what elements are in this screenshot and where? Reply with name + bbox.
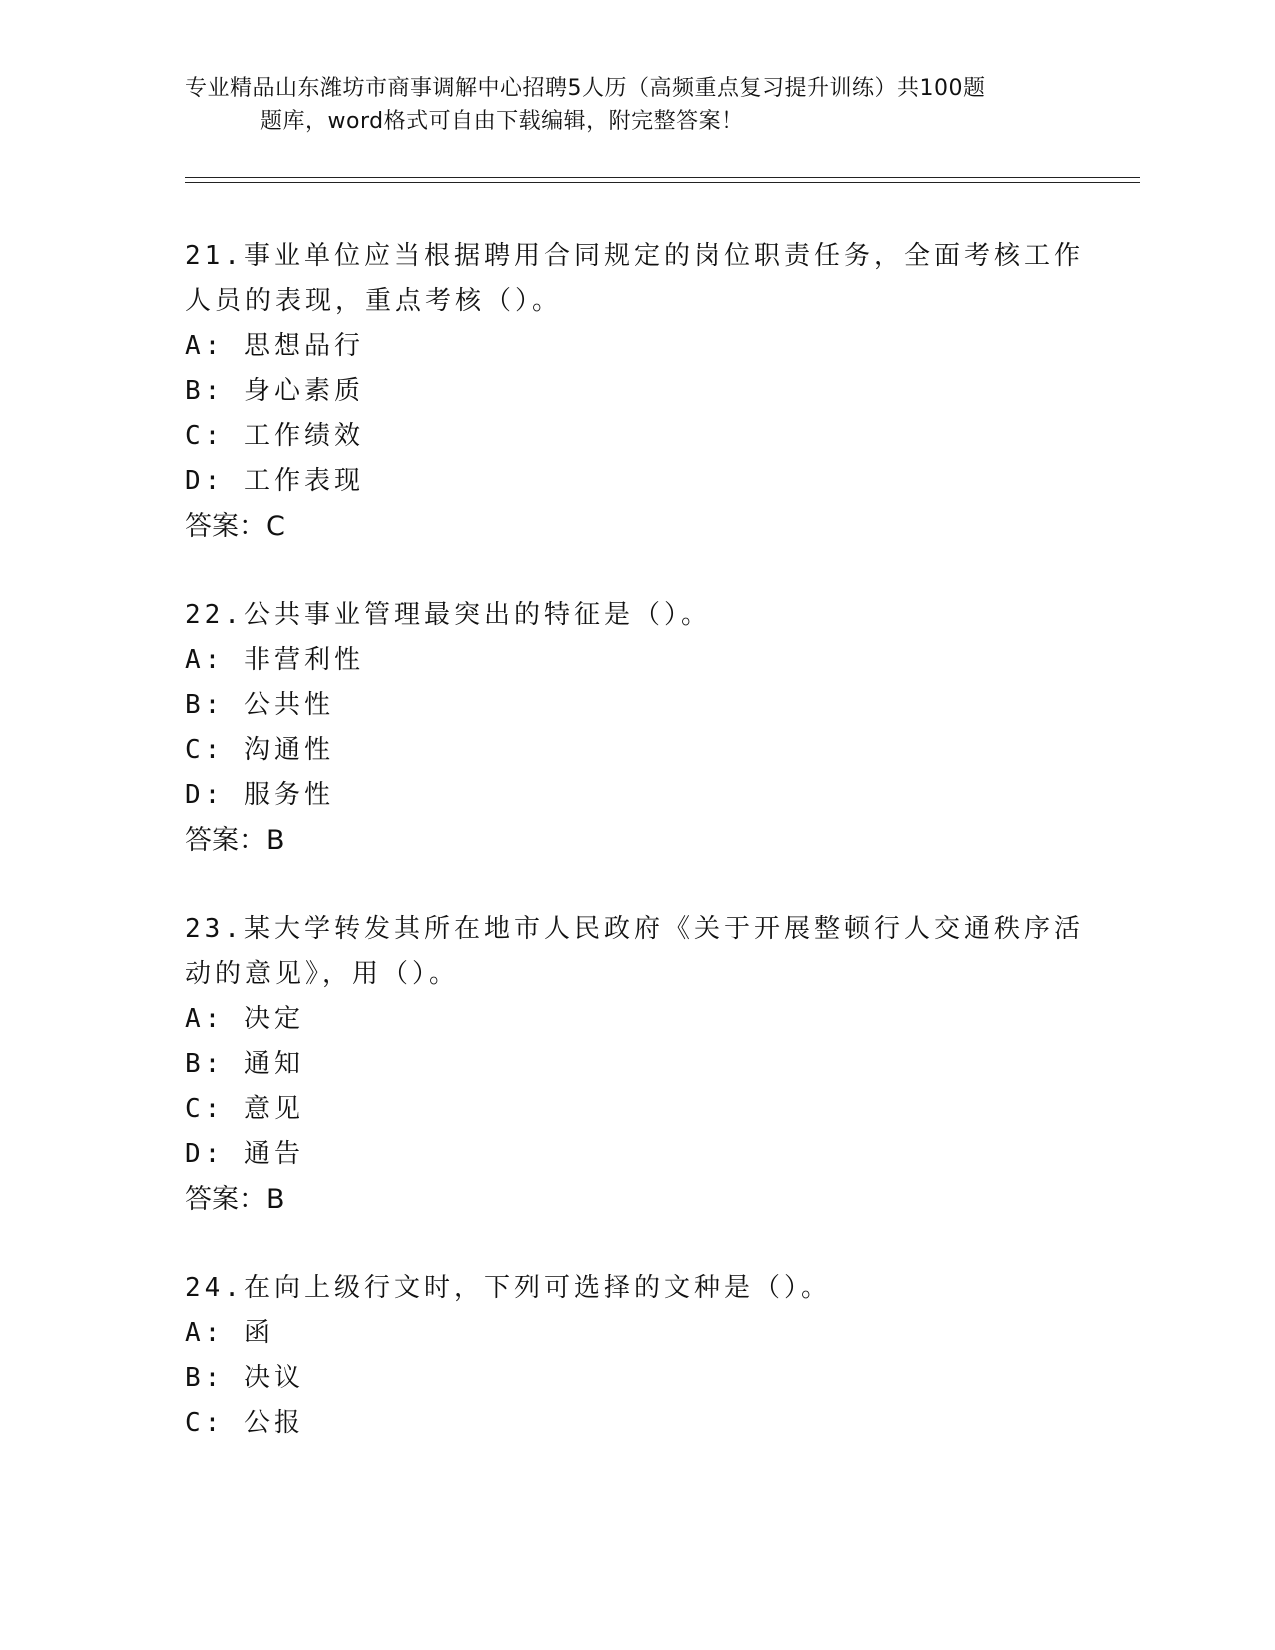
document-title-line-2: 题库，word格式可自由下载编辑，附完整答案！: [260, 109, 744, 134]
header-divider-bottom: [185, 182, 1140, 183]
option-a: A: 思想品行: [185, 331, 364, 361]
option-c: C: 公报: [185, 1408, 304, 1438]
option-b: B: 通知: [185, 1049, 304, 1079]
option-b: B: 公共性: [185, 690, 334, 720]
question-22: [185, 593, 1085, 863]
document-title-line-1: 专业精品山东潍坊市商事调解中心招聘5人历（高频重点复习提升训练）共100题: [185, 76, 986, 101]
question-list: [185, 234, 1085, 1490]
question-stem: 22.公共事业管理最突出的特征是（）。: [185, 600, 711, 630]
option-c: C: 沟通性: [185, 735, 334, 765]
option-a: A: 非营利性: [185, 645, 364, 675]
option-b: B: 身心素质: [185, 376, 364, 406]
question-stem: 21.事业单位应当根据聘用合同规定的岗位职责任务，全面考核工作人员的表现，重点考核（）。: [185, 241, 1084, 316]
answer-label: 答案：C: [185, 511, 285, 542]
option-b: B: 决议: [185, 1363, 304, 1393]
option-a: A: 函: [185, 1318, 274, 1348]
option-d: D: 服务性: [185, 780, 334, 810]
question-23: [185, 907, 1085, 1222]
option-d: D: 工作表现: [185, 466, 364, 496]
header-divider-top: [185, 177, 1140, 178]
option-c: C: 意见: [185, 1094, 304, 1124]
answer-label: 答案：B: [185, 825, 285, 856]
answer-label: 答案：B: [185, 1184, 285, 1215]
question-stem: 23.某大学转发其所在地市人民政府《关于开展整顿行人交通秩序活动的意见》，用（）。: [185, 914, 1084, 989]
option-a: A: 决定: [185, 1004, 304, 1034]
question-stem: 24.在向上级行文时，下列可选择的文种是（）。: [185, 1273, 831, 1303]
option-d: D: 通告: [185, 1139, 304, 1169]
question-24: [185, 1266, 1085, 1446]
question-21: [185, 234, 1085, 549]
option-c: C: 工作绩效: [185, 421, 364, 451]
document-header: [185, 72, 1085, 138]
